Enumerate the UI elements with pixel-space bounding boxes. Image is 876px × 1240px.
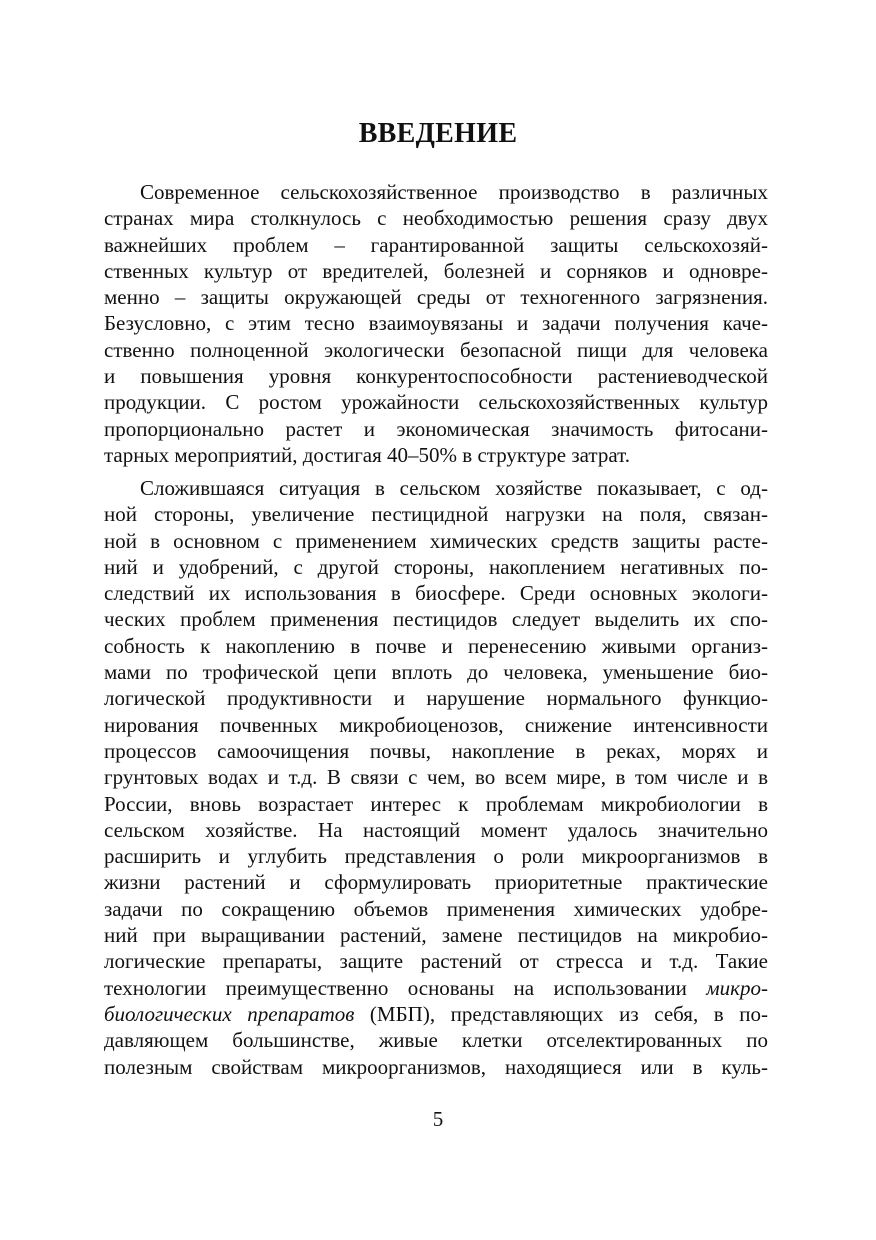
text-line: ческих проблем применения пестицидов следует выделить их спо- bbox=[104, 607, 768, 632]
text-line: грунтовых водах и т.д. В связи с чем, во всем мире, в том числе и в bbox=[104, 765, 768, 790]
text-line: ний при выращивании растений, замене пестицидов на микробио- bbox=[104, 923, 768, 948]
text-line: собность к накоплению в почве и перенесению живыми организ- bbox=[104, 633, 768, 658]
text-line: России, вновь возрастает интерес к проблемам микробиологии в bbox=[104, 791, 768, 816]
text-line: Современное сельскохозяйственное производство в различных bbox=[140, 180, 768, 204]
text-line: ной в основном с применением химических средств защиты расте- bbox=[104, 528, 768, 553]
italic-term: биологических препаратов bbox=[104, 1001, 355, 1026]
paragraph-2 bbox=[104, 475, 768, 1080]
text-line: жизни растений и сформулировать приоритетные практические bbox=[104, 870, 768, 895]
page-number: 5 bbox=[432, 1107, 444, 1131]
text-line: ственных культур от вредителей, болезней и сорняков и одновре- bbox=[104, 258, 768, 283]
text-line: задачи по сокращению объемов применения химических удобре- bbox=[104, 896, 768, 921]
paragraph-1 bbox=[104, 179, 768, 468]
text-line: странах мира столкнулось с необходимостью решения сразу двух bbox=[104, 206, 768, 231]
text-line: Безусловно, с этим тесно взаимоувязаны и задачи получения каче- bbox=[104, 311, 768, 336]
text-line: нирования почвенных микробиоценозов, снижение интенсивности bbox=[104, 712, 768, 737]
text-line: расширить и углубить представления о роли микроорганизмов в bbox=[104, 844, 768, 869]
text-line: ственно полноценной экологически безопасной пищи для человека bbox=[104, 337, 768, 362]
text-line: давляющем большинстве, живые клетки отселектированных по bbox=[104, 1028, 768, 1053]
text-run: (МБП), представляющих из себя, в по- bbox=[354, 1001, 769, 1026]
text-line: полезным свойствам микроорганизмов, находящиеся или в куль- bbox=[104, 1054, 768, 1079]
text-line: следствий их использования в биосфере. Среди основных экологи- bbox=[104, 581, 768, 606]
text-line: логические препараты, защите растений от стресса и т.д. Такие bbox=[104, 949, 768, 974]
text-line: пропорционально растет и экономическая значимость фитосани- bbox=[104, 416, 768, 441]
text-line: Сложившаяся ситуация в сельском хозяйстве показывает, с од- bbox=[140, 476, 768, 500]
text-line: ной стороны, увеличение пестицидной нагрузки на поля, связан- bbox=[104, 502, 768, 527]
text-line: продукции. С ростом урожайности сельскохозяйственных культур bbox=[104, 390, 768, 415]
text-line: процессов самоочищения почвы, накопление в реках, морях и bbox=[104, 738, 768, 763]
text-line: и повышения уровня конкурентоспособности растениеводческой bbox=[104, 364, 768, 389]
page-title: ВВЕДЕНИЕ bbox=[358, 118, 518, 149]
text-line: тарных мероприятий, достигая 40–50% в структуре затрат. bbox=[104, 442, 630, 467]
text-line bbox=[104, 975, 768, 1001]
text-line: логической продуктивности и нарушение нормального функцио- bbox=[104, 686, 768, 711]
text-line: мами по трофической цепи вплоть до человека, уменьшение био- bbox=[104, 660, 768, 685]
text-run: технологии преимущественно основаны на использовании bbox=[104, 975, 707, 1000]
italic-term: микро- bbox=[706, 975, 768, 1000]
text-line: ний и удобрений, с другой стороны, накоплением негативных по- bbox=[104, 554, 768, 579]
text-line: менно – защиты окружающей среды от техногенного загрязнения. bbox=[104, 285, 768, 310]
text-line: важнейших проблем – гарантированной защиты сельскохозяй- bbox=[104, 232, 768, 257]
text-line bbox=[104, 1001, 768, 1027]
text-line: сельском хозяйстве. На настоящий момент удалось значительно bbox=[104, 817, 768, 842]
